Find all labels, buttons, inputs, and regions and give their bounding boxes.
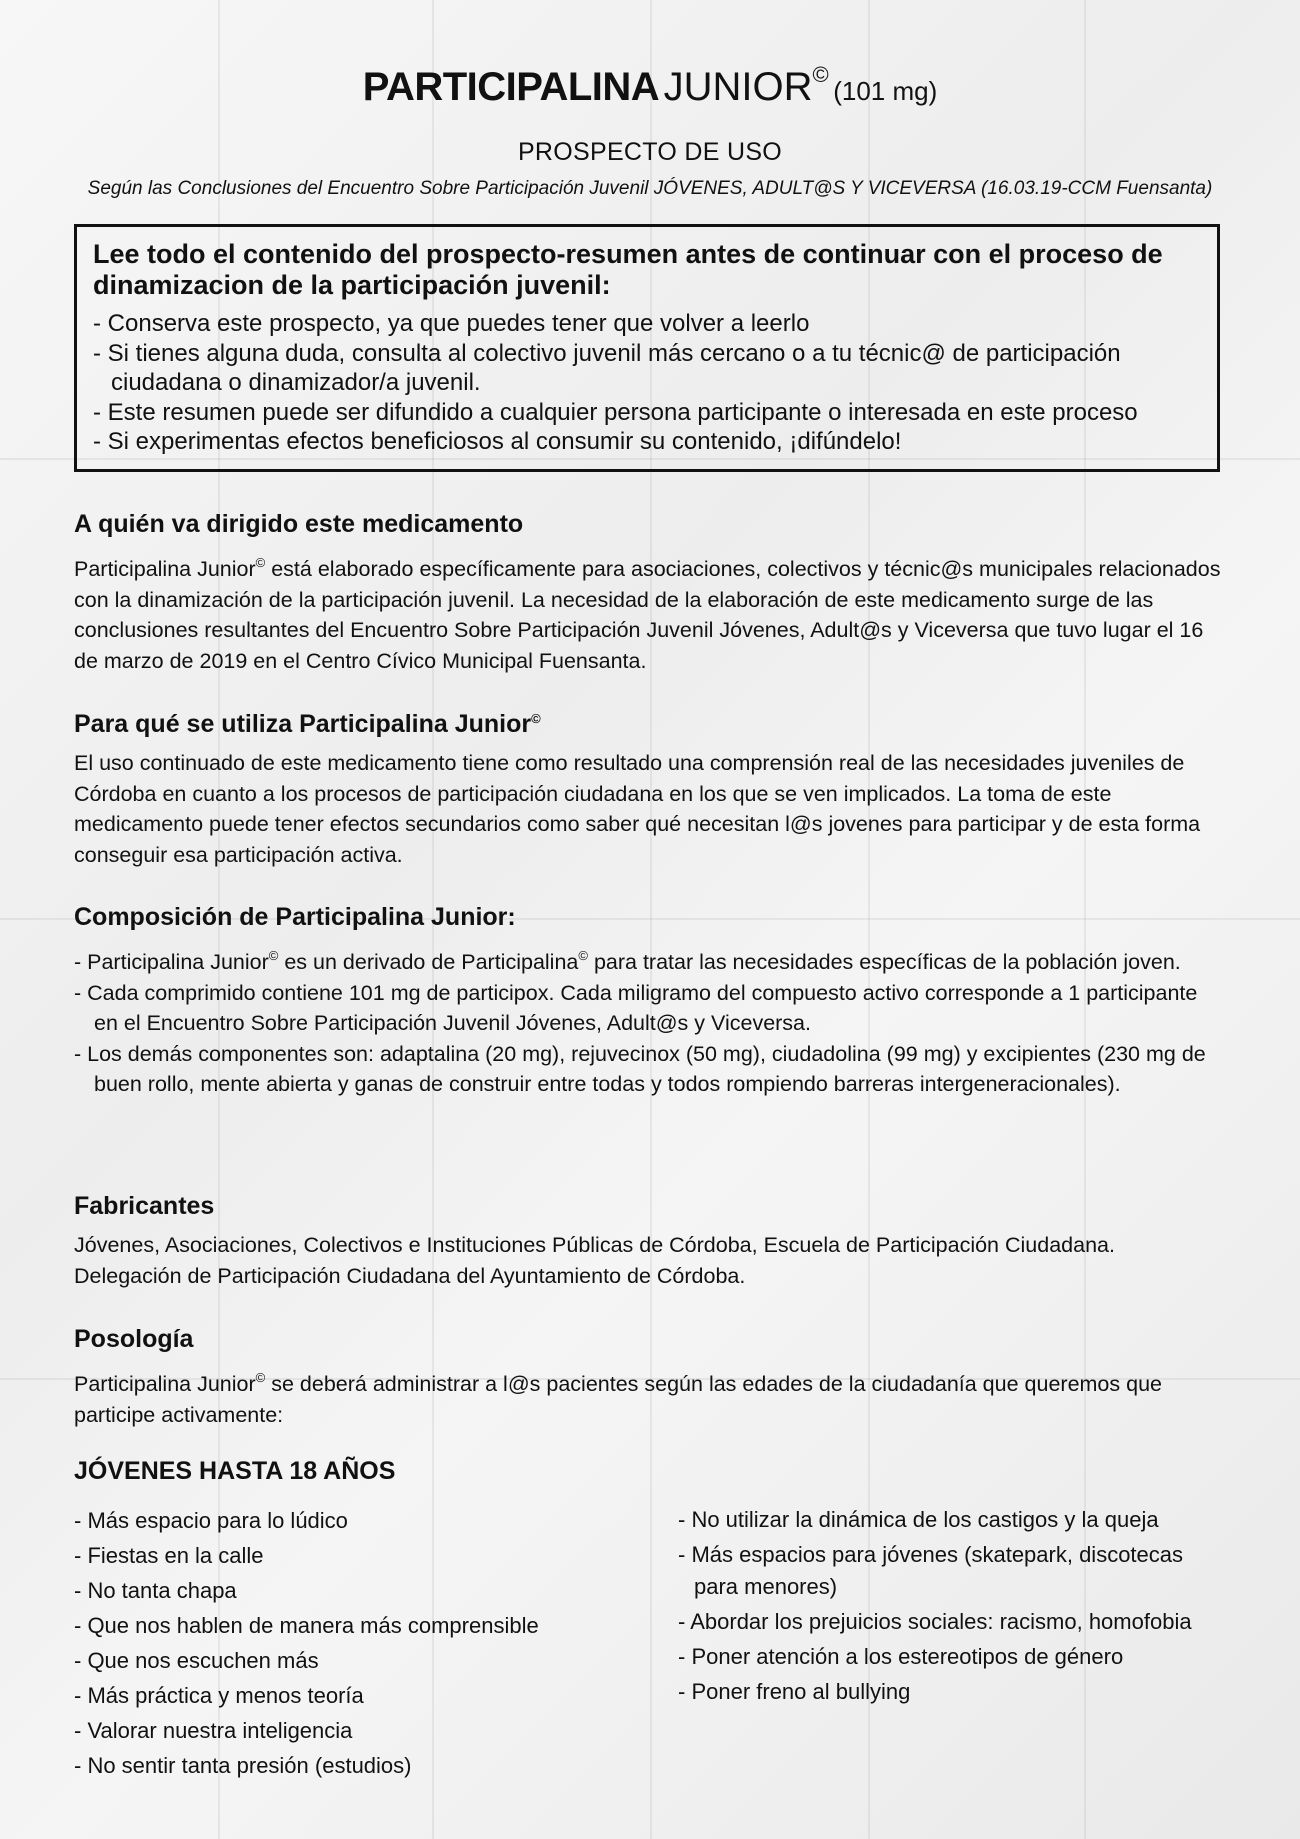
- warning-heading: Lee todo el contenido del prospecto-resumen antes de continuar con el proceso de dinamizacion de la participación juvenil:: [93, 239, 1163, 300]
- young-item: - Que nos escuchen más: [74, 1648, 319, 1673]
- section-use: [74, 703, 1226, 870]
- young-item: - No sentir tanta presión (estudios): [74, 1753, 412, 1778]
- section-dosage-text: Participalina Junior© se deberá administrar a l@s pacientes según las edades de la ciudadanía que queremos que participe activamente:: [74, 1370, 1162, 1427]
- section-who-text: Participalina Junior© está elaborado específicamente para asociaciones, colectivos y técnic@s municipales relacionados con la dinamización de la participación juvenil. La necesidad de la elaboración de este medicamento surge de las conclusiones resultantes del Encuentro Sobre Participación Juvenil Jóvenes, Adult@s y Viceversa que tuvo lugar el 16 de marzo de 2019 en el Centro Cívico Municipal Fuensanta.: [74, 555, 1221, 673]
- section-who: [74, 508, 1226, 676]
- copyright-mark: ©: [255, 1370, 266, 1385]
- title-light: JUNIOR: [663, 65, 813, 109]
- composition-list: [74, 941, 1226, 1100]
- title-bold: PARTICIPALINA: [362, 65, 660, 109]
- composition-item: - Cada comprimido contiene 101 mg de participox. Cada miligramo del compuesto activo corresponde a 1 participante en el Encuentro Sobre Participación Juvenil Jóvenes, Adult@s y Viceversa.: [74, 980, 1198, 1035]
- composition-item: - Los demás componentes son: adaptalina (20 mg), rejuvecinox (50 mg), ciudadolina (99 mg) y excipientes (230 mg de buen rollo, mente abierta y ganas de construir entre todas y todos rompiendo barreras intergeneracionales).: [74, 1041, 1206, 1096]
- young-item: - Más espacio para lo lúdico: [74, 1508, 348, 1533]
- copyright-mark: ©: [531, 711, 541, 726]
- young-item: - No tanta chapa: [74, 1578, 237, 1603]
- young-item: - Más espacios para jóvenes (skatepark, discotecas para menores): [678, 1542, 1184, 1599]
- section-composition-heading: Composición de Participalina Junior:: [74, 903, 516, 931]
- young-list-right: [678, 1504, 1226, 1711]
- warning-box: [74, 224, 1220, 472]
- young-item: - No utilizar la dinámica de los castigos y la queja: [678, 1507, 1159, 1532]
- warning-list: [93, 309, 1201, 457]
- composition-item: - Participalina Junior© es un derivado de Participalina© para tratar las necesidades específicas de la población joven.: [74, 948, 1181, 974]
- young-item: - Abordar los prejuicios sociales: racismo, homofobia: [678, 1609, 1192, 1634]
- young-heading: JÓVENES HASTA 18 AÑOS: [74, 1457, 396, 1485]
- young-item: - Fiestas en la calle: [74, 1543, 264, 1568]
- section-use-heading: Para qué se utiliza Participalina Junior©: [74, 710, 541, 738]
- young-list-left: [74, 1504, 634, 1784]
- subtitle: PROSPECTO DE USO: [517, 138, 783, 166]
- warning-item: - Si tienes alguna duda, consulta al colectivo juvenil más cercano o a tu técnic@ de participación ciudadana o dinamizador/a juvenil.: [93, 339, 1121, 396]
- section-use-text: El uso continuado de este medicamento tiene como resultado una comprensión real de las necesidades juveniles de Córdoba en cuanto a los procesos de participación ciudadana en los que se ven implicados. La toma de este medicamento puede tener efectos secundarios como saber qué necesitan l@s jovenes para participar y de esta forma conseguir esa participación activa.: [74, 751, 1201, 867]
- young-item: - Valorar nuestra inteligencia: [74, 1718, 353, 1743]
- document-title: [74, 62, 1226, 110]
- section-makers-text: Jóvenes, Asociaciones, Colectivos e Instituciones Públicas de Córdoba, Escuela de Participación Ciudadana. Delegación de Participación Ciudadana del Ayuntamiento de Córdoba.: [74, 1233, 1115, 1288]
- warning-item: - Conserva este prospecto, ya que puedes tener que volver a leerlo: [93, 310, 810, 337]
- title-dose: (101 mg): [833, 76, 938, 106]
- young-item: - Más práctica y menos teoría: [74, 1683, 364, 1708]
- section-dosage: [74, 1323, 1226, 1430]
- title-copyright-mark: ©: [812, 62, 829, 87]
- section-who-heading: A quién va dirigido este medicamento: [74, 510, 524, 538]
- copyright-mark: ©: [255, 555, 266, 570]
- warning-item: - Este resumen puede ser difundido a cualquier persona participante o interesada en este proceso: [93, 398, 1138, 426]
- copyright-mark: ©: [268, 948, 279, 963]
- warning-item: - Si experimentas efectos beneficiosos al consumir su contenido, ¡difúndelo!: [93, 428, 902, 455]
- young-item: - Poner freno al bullying: [678, 1679, 911, 1704]
- young-item: - Poner atención a los estereotipos de género: [678, 1644, 1124, 1669]
- young-item: - Que nos hablen de manera más comprensible: [74, 1613, 539, 1638]
- section-makers-heading: Fabricantes: [74, 1192, 215, 1220]
- section-makers: [74, 1190, 1226, 1291]
- section-composition: [74, 901, 1226, 1100]
- section-dosage-heading: Posología: [74, 1325, 194, 1353]
- source-note: Según las Conclusiones del Encuentro Sobre Participación Juvenil JÓVENES, ADULT@S Y VICEVERSA (16.03.19-CCM Fuensanta): [87, 178, 1213, 199]
- copyright-mark: ©: [578, 948, 588, 963]
